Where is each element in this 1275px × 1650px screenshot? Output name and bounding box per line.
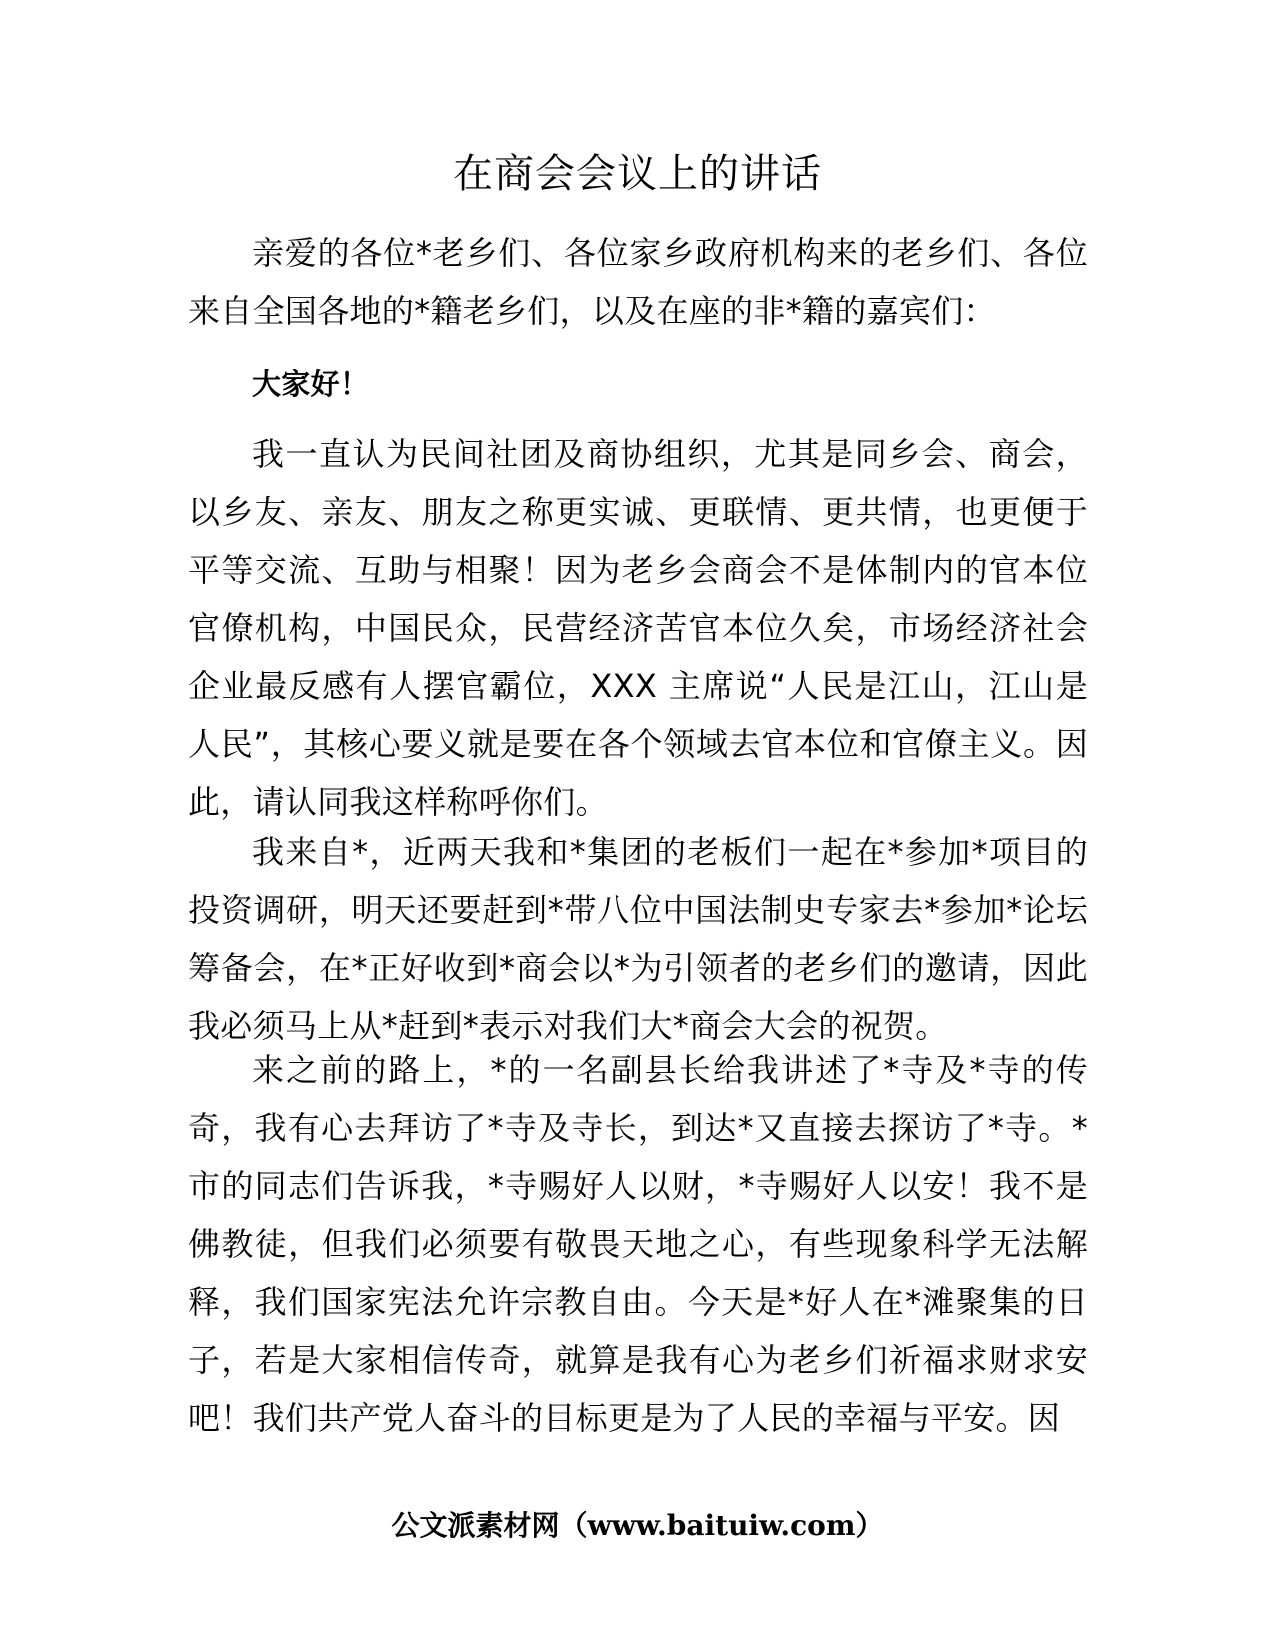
document-title: 在商会会议上的讲话: [453, 151, 822, 197]
footer-watermark: 公文派素材网（www.baituiw.com）: [391, 1509, 884, 1542]
salutation-paragraph: 亲爱的各位*老乡们、各位家乡政府机构来的老乡们、各位来自全国各地的*籍老乡们，以及在座的非*籍的嘉宾们：: [188, 234, 1088, 330]
body-paragraph: 来之前的路上，*的一名副县长给我讲述了*寺及*寺的传奇，我有心去拜访了*寺及寺长，到达*又直接去探访了*寺。*市的同志们告诉我，*寺赐好人以财，*寺赐好人以安！我不是佛教徒，但我们必须要有敬畏天地之心，有些现象科学无法解释，我们国家宪法允许宗教自由。今天是*好人在*滩聚集的日子，若是大家相信传奇，就算是我有心为老乡们祈福求财求安吧！我们共产党人奋斗的目标更是为了人民的幸福与平安。因: [188, 1051, 1088, 1437]
body-paragraph: 我一直认为民间社团及商协组织，尤其是同乡会、商会，以乡友、亲友、朋友之称更实诚、更联情、更共情，也更便于平等交流、互助与相聚！因为老乡会商会不是体制内的官本位官僚机构，中国民众，民营经济苦官本位久矣，市场经济社会企业最反感有人摆官霸位，XXX 主席说“人民是江山，江山是人民”，其核心要义就是要在各个领域去官本位和官僚主义。因此，请认同我这样称呼你们。: [188, 435, 1088, 821]
body-paragraph: 我来自*，近两天我和*集团的老板们一起在*参加*项目的投资调研，明天还要赶到*带八位中国法制史专家去*参加*论坛筹备会，在*正好收到*商会以*为引领者的老乡们的邀请，因此我必须马上从*赶到*表示对我们大*商会大会的祝贺。: [188, 833, 1088, 1045]
greeting-paragraph: 大家好！: [252, 367, 370, 401]
